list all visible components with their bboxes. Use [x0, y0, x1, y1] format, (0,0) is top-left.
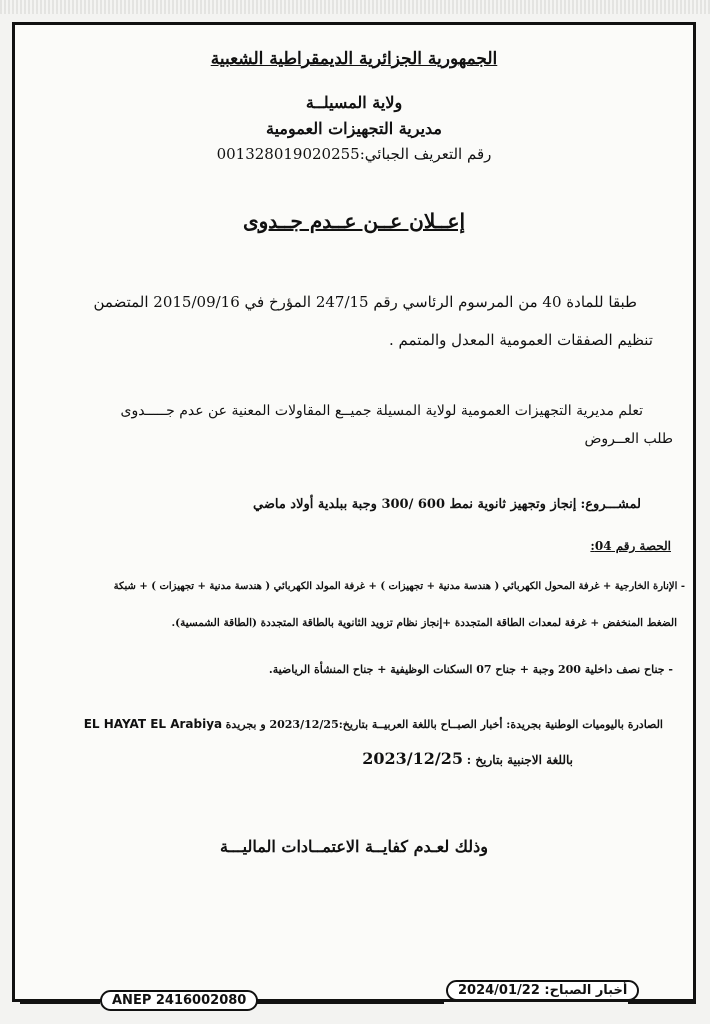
publication-line-2 [362, 749, 573, 768]
project-line [253, 497, 641, 512]
project-text: إنجاز وتجهيز ثانوية نمط 600 /300 وجبة ببلدية أولاد ماضي [252, 497, 577, 512]
scan-edge [0, 0, 710, 14]
document-frame [12, 22, 696, 1002]
intro-line-1: طبقا للمادة 40 من المرسوم الرئاسي رقم 247/15 المؤرخ في 2015/09/16 المتضمن [93, 293, 637, 311]
lot-label: الحصة رقم 04: [590, 539, 671, 553]
item-line-3: - جناح نصف داخلية 200 وجبة + جناح 07 السكنات الوظيفية + جناح المنشأة الرياضية. [268, 663, 673, 676]
item-line-2: الضغط المنخفض + غرفة لمعدات الطاقة المتجددة +إنجاز نظام تزويد الثانوية بالطاقة المتجددة (الطاقة الشمسية). [171, 617, 677, 629]
publication-line-1 [84, 717, 663, 731]
anep-reference: ANEP 2416002080 [100, 990, 258, 1011]
republic-heading: الجمهورية الجزائرية الديمقراطية الشعبية [210, 49, 498, 69]
directorate-name: مديرية التجهيزات العمومية [266, 119, 442, 138]
publication-foreign-label: باللغة الاجنبية بتاريخ : [466, 753, 573, 767]
closing-statement: وذلك لعـدم كفايــة الاعتمــادات الماليـــة [220, 837, 488, 856]
notice-title: إعــلان عــن عــدم جــدوى [242, 209, 466, 233]
newspaper-reference: أخبار الصباح: 2024/01/22 [446, 980, 639, 1001]
footer-rule-left [20, 1001, 100, 1004]
wilaya-name: ولاية المسيلــة [305, 93, 403, 112]
item-line-1: - الإنارة الخارجية + غرفة المحول الكهربائي ( هندسة مدنية + تجهيزات ) + غرفة المولد الكهربائي ( هندسة مدنية + تجهيزات ) + شبكة [113, 581, 685, 592]
publication-date: 2023/12/25 [362, 749, 463, 768]
tax-id: رقم التعريف الجبائي:001328019020255 [216, 145, 492, 163]
notice-line-1: تعلم مديرية التجهيزات العمومية لولاية المسيلة جميــع المقاولات المعنية عن عدم جـــــدوى [120, 403, 643, 419]
footer-rule-middle [244, 1001, 444, 1004]
intro-line-2: تنظيم الصفقات العمومية المعدل والمتمم . [389, 331, 653, 349]
notice-line-2: طلب العــروض [584, 431, 673, 447]
footer-rule-right [628, 1001, 696, 1004]
publication-newspaper-fr: EL HAYAT EL Arabiya [83, 717, 223, 731]
project-label: لمشـــروع: [580, 497, 641, 512]
publication-arabic: الصادرة باليوميات الوطنية بجريدة: أخبار الصبــاح باللغة العربيــة بتاريخ:2023/12/25 و بجريدة [225, 718, 663, 731]
footer-bar [0, 983, 710, 1024]
